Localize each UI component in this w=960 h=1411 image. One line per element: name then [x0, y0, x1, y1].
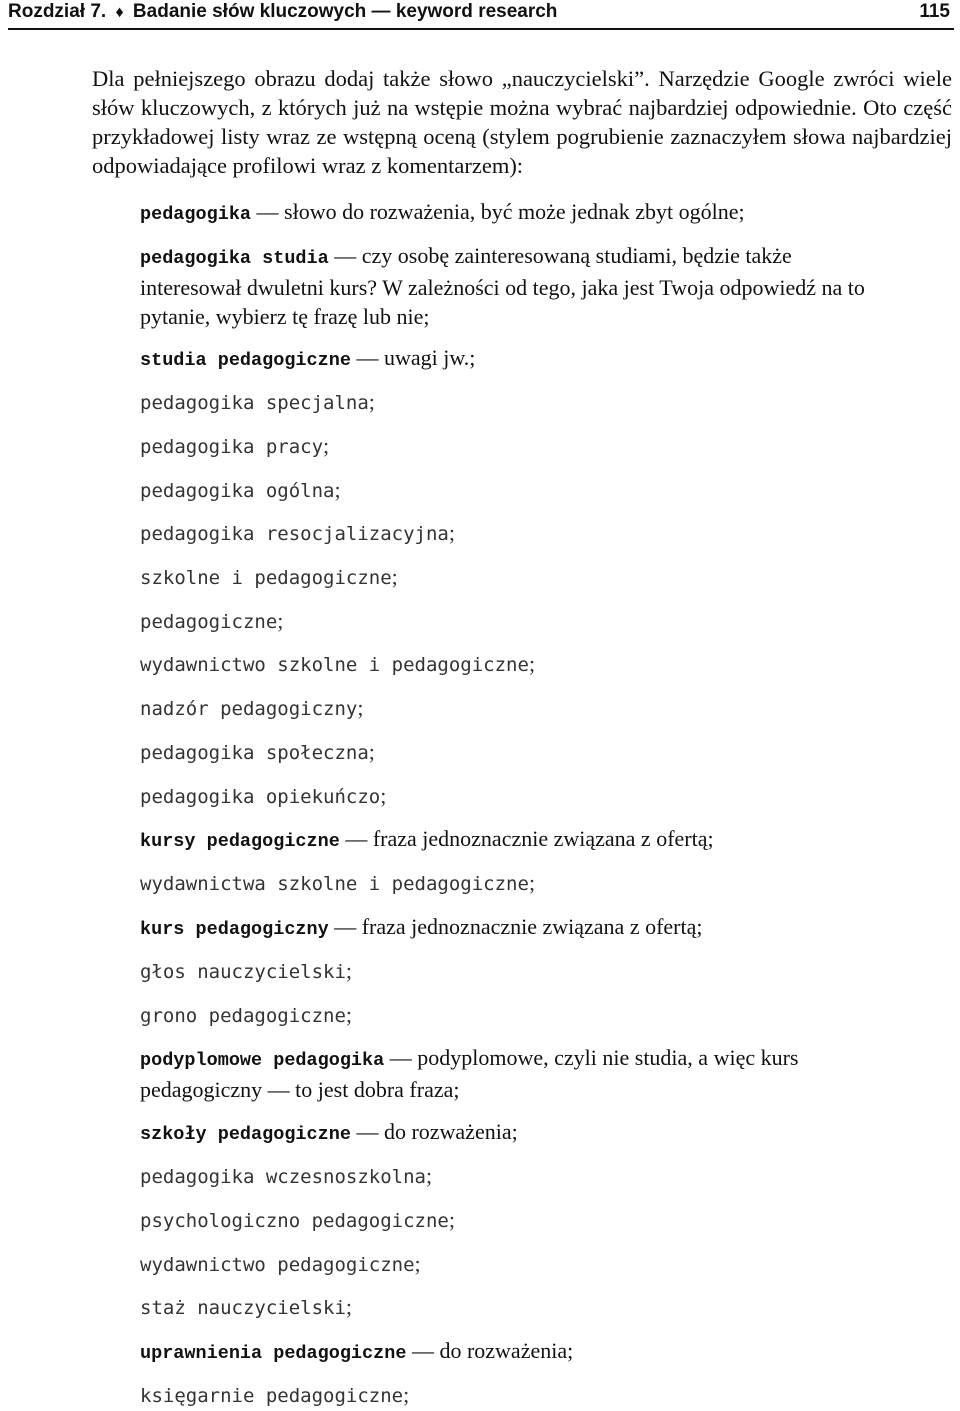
keyword-comment: fraza jednoznacznie związana z ofertą; [372, 826, 714, 851]
list-item [140, 475, 920, 506]
keyword-dash: — [406, 1338, 440, 1363]
list-item [140, 737, 920, 768]
keyword-semicolon: ; [391, 564, 398, 589]
keyword-term: głos nauczycielski [140, 961, 346, 983]
keyword-dash: — [384, 1045, 418, 1070]
list-item [140, 912, 920, 944]
list-item [140, 1292, 920, 1323]
keyword-term: kurs pedagogiczny [140, 919, 329, 940]
keyword-term: staż nauczycielski [140, 1297, 346, 1319]
keyword-term: księgarnie pedagogiczne [140, 1385, 404, 1407]
list-item [140, 387, 920, 418]
keyword-semicolon: ; [403, 1382, 410, 1407]
keyword-term: nadzór pedagogiczny [140, 698, 358, 720]
keyword-semicolon: ; [277, 608, 284, 633]
list-item [140, 824, 920, 856]
keyword-term: uprawnienia pedagogiczne [140, 1343, 407, 1364]
keyword-semicolon: ; [528, 651, 536, 676]
keyword-term: pedagogika wczesnoszkolna [140, 1166, 426, 1188]
keyword-comment: czy osobę zainteresowaną studiami, będzie także interesował dwuletni kurs? W zależności od tego, jaka jest Twoja odpowiedź na to pytanie, wybierz tę frazę lub nie; [140, 243, 865, 329]
list-item [140, 518, 920, 549]
list-item [140, 343, 920, 375]
keyword-dash: — [339, 826, 373, 851]
keyword-term: pedagogika studia [140, 248, 329, 269]
list-item [140, 1161, 920, 1192]
list-item [140, 1117, 920, 1149]
list-item [140, 693, 920, 724]
list-item [140, 241, 885, 331]
keyword-term: szkoły pedagogiczne [140, 1124, 351, 1145]
keyword-term: pedagogika [140, 204, 252, 225]
keyword-term: grono pedagogiczne [140, 1005, 346, 1027]
keyword-semicolon: ; [323, 433, 330, 458]
keyword-semicolon: ; [528, 870, 536, 895]
list-item [140, 781, 920, 812]
keyword-semicolon: ; [345, 1002, 353, 1027]
list-item [140, 431, 920, 462]
keyword-term: wydawnictwa szkolne i pedagogiczne [140, 873, 529, 895]
keyword-dash: — [328, 243, 362, 268]
keyword-semicolon: ; [345, 1294, 353, 1319]
chapter-title: Badanie słów kluczowych — keyword research [132, 1, 558, 22]
list-item [140, 1043, 920, 1104]
list-item [140, 606, 920, 637]
keyword-term: pedagogika specjalna [140, 392, 369, 414]
keyword-comment: do rozważenia; [439, 1338, 574, 1363]
keyword-term: pedagogika społeczna [140, 742, 369, 764]
keyword-semicolon: ; [368, 739, 375, 764]
keyword-term: studia pedagogiczne [140, 350, 351, 371]
keyword-dash: — [350, 345, 384, 370]
intro-paragraph: Dla pełniejszego obrazu dodaj także słowo „nauczycielski”. Narzędzie Google zwróci wiele słów kluczowych, z których już na wstępie można wybrać najbardziej odpowiednie. Oto część przykładowej listy wraz ze wstępną oceną (stylem pogrubienie zaznaczyłem słowa najbardziej odpowiadające profilowi wraz z komentarzem): [92, 66, 952, 178]
keyword-dash: — [251, 199, 285, 224]
diamond-icon: ♦ [115, 4, 124, 21]
header-chapter-title [8, 0, 557, 25]
list-item [140, 1380, 920, 1411]
keyword-semicolon: ; [448, 520, 455, 545]
keyword-semicolon: ; [380, 783, 387, 808]
chapter-label: Rozdział 7. [8, 1, 107, 22]
keyword-term: wydawnictwo szkolne i pedagogiczne [140, 654, 529, 676]
keyword-semicolon: ; [368, 389, 375, 414]
keyword-term: pedagogiczne [140, 611, 278, 633]
keyword-comment: uwagi jw.; [383, 345, 476, 370]
list-item [140, 1000, 920, 1031]
keyword-comment: fraza jednoznacznie związana z ofertą; [361, 914, 703, 939]
keyword-comment: słowo do rozważenia, być może jednak zbyt ogólne; [284, 199, 745, 224]
list-item [140, 649, 920, 680]
keyword-term: wydawnictwo pedagogiczne [140, 1254, 415, 1276]
running-header [8, 0, 954, 30]
keyword-term: pedagogika opiekuńczo [140, 786, 381, 808]
keyword-comment: podyplomowe, czyli nie studia, a więc kurs pedagogiczny — to jest dobra fraza; [140, 1045, 799, 1102]
keyword-semicolon: ; [357, 695, 364, 720]
list-item [140, 1249, 920, 1280]
keyword-semicolon: ; [345, 958, 353, 983]
keyword-semicolon: ; [448, 1207, 455, 1232]
keyword-term: pedagogika ogólna [140, 480, 335, 502]
list-item [140, 868, 920, 899]
keyword-comment: do rozważenia; [383, 1119, 518, 1144]
keyword-term: pedagogika pracy [140, 436, 324, 458]
keyword-semicolon: ; [334, 477, 341, 502]
keyword-term: kursy pedagogiczne [140, 831, 340, 852]
list-item [140, 956, 920, 987]
list-item [140, 562, 920, 593]
list-item [140, 197, 920, 229]
keyword-semicolon: ; [414, 1251, 421, 1276]
keyword-semicolon: ; [425, 1163, 433, 1188]
keyword-term: szkolne i pedagogiczne [140, 567, 392, 589]
keyword-term: podyplomowe pedagogika [140, 1050, 385, 1071]
page-number: 115 [919, 1, 950, 22]
keyword-dash: — [328, 914, 362, 939]
list-item [140, 1336, 920, 1368]
list-item [140, 1205, 920, 1236]
keyword-term: psychologiczno pedagogiczne [140, 1210, 449, 1232]
keyword-dash: — [350, 1119, 384, 1144]
keyword-term: pedagogika resocjalizacyjna [140, 523, 449, 545]
